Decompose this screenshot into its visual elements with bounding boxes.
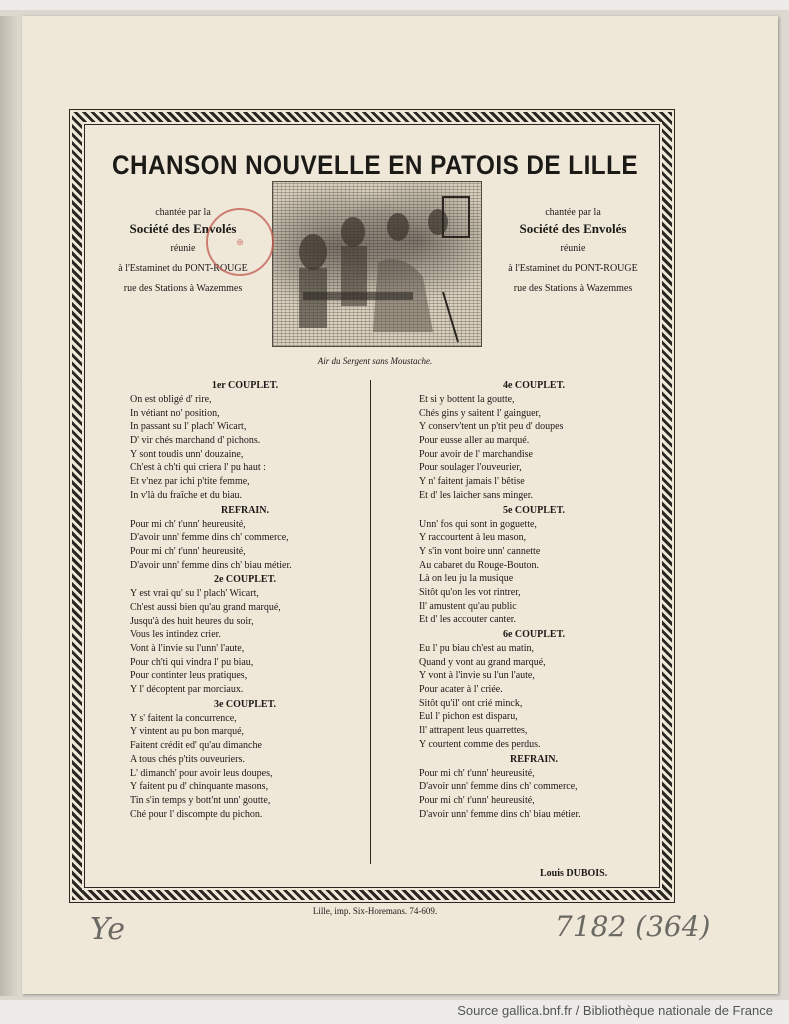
lyric-line: Vous les intindez crier. xyxy=(130,629,221,641)
stanza-heading: 3e COUPLET. xyxy=(213,698,277,710)
left-sung-by: chantée par la xyxy=(155,207,211,218)
right-street: rue des Stations à Wazemmes xyxy=(513,283,633,294)
right-venue: à l'Estaminet du PONT-ROUGE xyxy=(508,263,638,274)
lyric-line: Y conserv'tent un p'tit peu d' doupes xyxy=(419,421,564,433)
lyric-line: Y s' faitent la concurrence, xyxy=(130,712,237,724)
lyric-line: Y s'in vont boire unn' cannette xyxy=(419,545,541,557)
lyric-line: Et v'nez par ichi p'tite femme, xyxy=(130,476,250,488)
lyric-line: Pour mi ch' t'unn' heureusité, xyxy=(419,794,535,806)
library-stamp: ⊕ xyxy=(206,208,274,276)
lyric-line: L' dimanch' pour avoir leus doupes, xyxy=(130,767,273,779)
lyric-line: Y vintent au pu bon marqué, xyxy=(130,726,245,738)
lyric-line: D'avoir unn' femme dins ch' biau métier. xyxy=(419,808,581,820)
lyric-line: D' vir chés marchand d' pichons. xyxy=(130,435,261,447)
right-reunited: réunie xyxy=(560,243,586,254)
lyric-line: Là on leu ju la musique xyxy=(419,573,514,585)
lyric-line: Au cabaret du Rouge-Bouton. xyxy=(419,559,539,571)
lyric-line: D'avoir unn' femme dins ch' commerce, xyxy=(419,781,578,793)
lyric-line: In v'là du fraîche et du biau. xyxy=(130,489,243,501)
left-lyrics-column xyxy=(130,378,370,821)
left-society-name: Société des Envolés xyxy=(129,221,237,236)
lyric-line: Eul l' pichon est disparu, xyxy=(419,711,518,723)
lyric-line: Y vont à l'invie su l'un l'aute, xyxy=(419,670,535,682)
lyric-line: Tin s'in temps y bott'nt unn' goutte, xyxy=(130,794,271,806)
left-venue: à l'Estaminet du PONT-ROUGE xyxy=(118,263,248,274)
handwritten-shelfmark: Ye xyxy=(90,912,125,947)
lyric-line: Ch'est aussi bien qu'au grand marqué, xyxy=(130,601,281,613)
stanza-heading: 6e COUPLET. xyxy=(502,629,566,640)
lyric-line: Unn' fos qui sont in goguette, xyxy=(419,518,537,530)
right-sung-by: chantée par la xyxy=(545,207,601,218)
lyric-line: Il' amustent qu'au public xyxy=(419,600,517,612)
author-signature: Louis DUBOIS. xyxy=(540,868,608,879)
left-street: rue des Stations à Wazemmes xyxy=(123,283,243,294)
lyric-line: A tous chés p'tits ouveuriers. xyxy=(130,753,245,765)
lyric-line: Y n' faitent jamais l' bêtise xyxy=(419,476,525,488)
lyric-line: Pour mi ch' t'unn' heureusité, xyxy=(130,518,246,530)
lyric-line: Chés gins y saitent l' gainguer, xyxy=(419,407,541,419)
lyric-line: Pour acater à l' criée. xyxy=(419,684,503,696)
stanza xyxy=(419,752,659,822)
lyric-line: Y raccourtent à leu mason, xyxy=(419,532,527,544)
stanza xyxy=(130,378,370,503)
lyric-line: Y sont toudis unn' douzaine, xyxy=(130,448,244,460)
lyric-line: Sitôt qu'on les vot rintrer, xyxy=(419,586,521,598)
lyric-line: D'avoir unn' femme dins ch' commerce, xyxy=(130,532,289,544)
lyric-line: Pour ch'ti qui vindra l' pu biau, xyxy=(130,656,254,668)
stanza-heading: 4e COUPLET. xyxy=(502,380,566,391)
lyric-line: Faitent crédit ed' qu'au dimanche xyxy=(130,740,262,752)
right-lyrics-column xyxy=(419,378,659,821)
lyric-line: Et si y bottent la goutte, xyxy=(419,394,515,405)
lyric-line: On est obligé d' rire, xyxy=(130,394,212,405)
lyric-line: Y faitent pu d' chinquante masons, xyxy=(130,781,269,793)
lyric-line: Y est vrai qu' su l' plach' Wicart, xyxy=(130,588,259,600)
lyric-line: Y courtent comme des perdus. xyxy=(419,738,541,750)
lyric-line: In passant su l' plach' Wicart, xyxy=(130,421,247,433)
engraving-figures xyxy=(273,182,481,346)
stanza xyxy=(419,503,659,628)
handwritten-number: 7182 (364) xyxy=(555,910,711,943)
lyric-line: In vétiant no' position, xyxy=(130,407,220,419)
left-reunited: réunie xyxy=(170,243,196,254)
stanza-heading: REFRAIN. xyxy=(220,504,270,516)
lyric-line: Pour eusse aller au marqué. xyxy=(419,435,530,447)
stanza-heading: REFRAIN. xyxy=(509,753,559,765)
stanza xyxy=(130,572,370,697)
lyric-line: Pour mi ch' t'unn' heureusité, xyxy=(419,767,535,779)
right-performer-block xyxy=(488,207,658,299)
column-divider xyxy=(370,380,371,864)
lyric-line: Sitôt qu'il' ont crié minck, xyxy=(419,697,523,709)
lyric-line: Pour mi ch' t'unn' heureusité, xyxy=(130,545,246,557)
song-title: CHANSON NOUVELLE EN PATOIS DE LILLE xyxy=(111,150,639,180)
lyric-line: Et d' les accouter canter. xyxy=(419,614,517,626)
binding-edge xyxy=(0,16,22,996)
tavern-engraving-illustration xyxy=(272,181,482,347)
lyric-line: Quand y vont au grand marqué, xyxy=(419,656,546,668)
stanza xyxy=(130,503,370,573)
tune-indication: Air du Sergent sans Moustache. xyxy=(317,356,433,366)
stanza-heading: 5e COUPLET. xyxy=(502,504,566,516)
lyric-line: Vont à l'invie su l'unn' l'aute, xyxy=(130,643,245,654)
stanza-heading: 1er COUPLET. xyxy=(211,380,279,391)
lyric-line: Ché pour l' discompte du pichon. xyxy=(130,808,263,820)
stanza xyxy=(419,378,659,503)
lyric-line: D'avoir unn' femme dins ch' biau métier. xyxy=(130,559,292,571)
right-society-name: Société des Envolés xyxy=(519,221,627,236)
lyric-line: Y l' décoptent par morciaux. xyxy=(130,684,244,696)
lyric-line: Ch'est à ch'ti qui criera l' pu haut : xyxy=(130,462,266,474)
stanza xyxy=(419,627,659,752)
lyric-line: Eu l' pu biau ch'est au matin, xyxy=(419,643,534,654)
printer-imprint: Lille, imp. Six-Horemans. 74-609. xyxy=(312,906,438,916)
stanza-heading: 2e COUPLET. xyxy=(213,574,277,586)
lyric-line: Pour avoir de l' marchandise xyxy=(419,448,533,460)
source-credit: Source gallica.bnf.fr / Bibliothèque nationale de France xyxy=(457,1003,773,1018)
lyric-line: Pour soulager l'ouveurier, xyxy=(419,462,522,474)
lyric-line: Il' attrapent leus quarrettes, xyxy=(419,725,528,737)
lyric-line: Pour continter leus pratiques, xyxy=(130,670,248,682)
stanza xyxy=(130,697,370,822)
lyric-line: Jusqu'à des huit heures du soir, xyxy=(130,615,254,627)
lyric-line: Et d' les laicher sans minger. xyxy=(419,489,533,501)
